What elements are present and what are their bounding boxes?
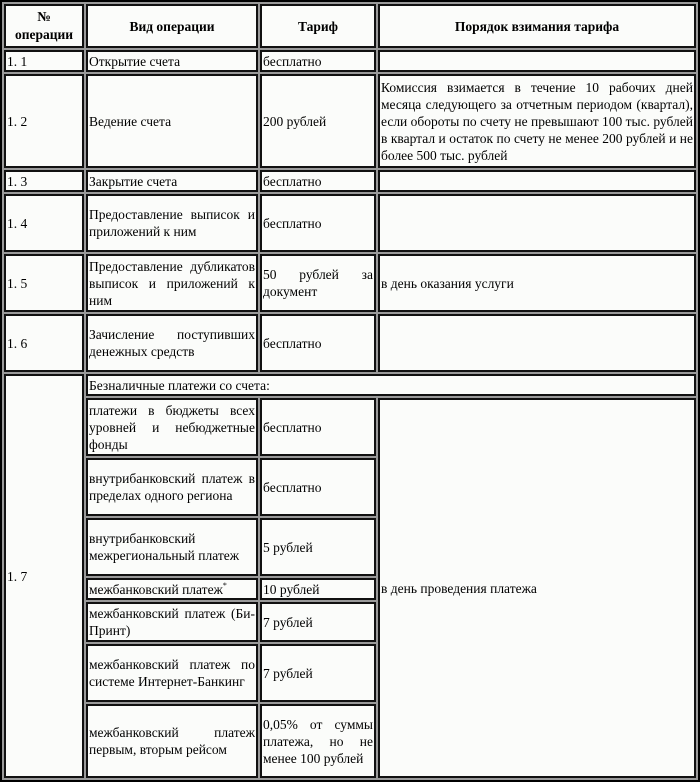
group-operation: межбанковский платеж первым, вторым рейсом [86, 704, 258, 778]
row-tariff: 50 рублей за документ [260, 254, 376, 312]
row-operation: Предоставление выписок и приложений к ним [86, 194, 258, 252]
group-tariff: бесплатно [260, 458, 376, 516]
header-order: Порядок взимания тарифа [378, 4, 696, 48]
group-operation: внутрибанковский платеж в пределах одного региона [86, 458, 258, 516]
row-tariff: бесплатно [260, 170, 376, 192]
table-row [4, 50, 696, 72]
group-order: в день проведения платежа [378, 398, 696, 778]
row-operation: Ведение счета [86, 74, 258, 168]
row-num: 1. 5 [4, 254, 84, 312]
group-tariff: бесплатно [260, 398, 376, 456]
row-num: 1. 4 [4, 194, 84, 252]
table-row [4, 74, 696, 168]
footnote-marker: * [222, 580, 227, 590]
table-row [4, 170, 696, 192]
row-order: Комиссия взимается в течение 10 рабочих дней месяца следующего за отчетным периодом (квартал), если обороты по счету не превышают 100 тыс. рублей в квартал и остаток по счету не менее 200 рублей и не более 500 тыс. рублей [378, 74, 696, 168]
group-operation: межбанковский платеж по системе Интернет-Банкинг [86, 644, 258, 702]
row-operation: Закрытие счета [86, 170, 258, 192]
group-tariff: 7 рублей [260, 602, 376, 642]
row-operation: Предоставление дубликатов выписок и приложений к ним [86, 254, 258, 312]
table-row [4, 194, 696, 252]
group-row [4, 398, 696, 456]
table-row [4, 314, 696, 372]
row-num: 1. 3 [4, 170, 84, 192]
header-num: № операции [4, 4, 84, 48]
group-title-row [4, 374, 696, 396]
group-tariff: 7 рублей [260, 644, 376, 702]
row-tariff: бесплатно [260, 314, 376, 372]
row-tariff: бесплатно [260, 194, 376, 252]
table-row [4, 254, 696, 312]
group-operation-text: межбанковский платеж [89, 581, 223, 597]
row-operation: Открытие счета [86, 50, 258, 72]
row-order [378, 50, 696, 72]
header-operation: Вид операции [86, 4, 258, 48]
group-num: 1. 7 [4, 374, 84, 778]
row-tariff: бесплатно [260, 50, 376, 72]
row-order [378, 194, 696, 252]
row-num: 1. 6 [4, 314, 84, 372]
group-operation: платежи в бюджеты всех уровней и небюджетные фонды [86, 398, 258, 456]
group-tariff: 10 рублей [260, 578, 376, 600]
row-operation: Зачисление поступивших денежных средств [86, 314, 258, 372]
group-operation [86, 578, 258, 600]
group-title: Безналичные платежи со счета: [86, 374, 696, 396]
group-tariff: 0,05% от суммы платежа, но не менее 100 рублей [260, 704, 376, 778]
row-order [378, 170, 696, 192]
row-order [378, 314, 696, 372]
row-order: в день оказания услуги [378, 254, 696, 312]
row-num: 1. 1 [4, 50, 84, 72]
group-operation: внутрибанковский межрегиональный платеж [86, 518, 258, 576]
row-num: 1. 2 [4, 74, 84, 168]
header-tariff: Тариф [260, 4, 376, 48]
group-tariff: 5 рублей [260, 518, 376, 576]
row-tariff: 200 рублей [260, 74, 376, 168]
header-row [4, 4, 696, 48]
group-operation: межбанковский платеж (Би-Принт) [86, 602, 258, 642]
